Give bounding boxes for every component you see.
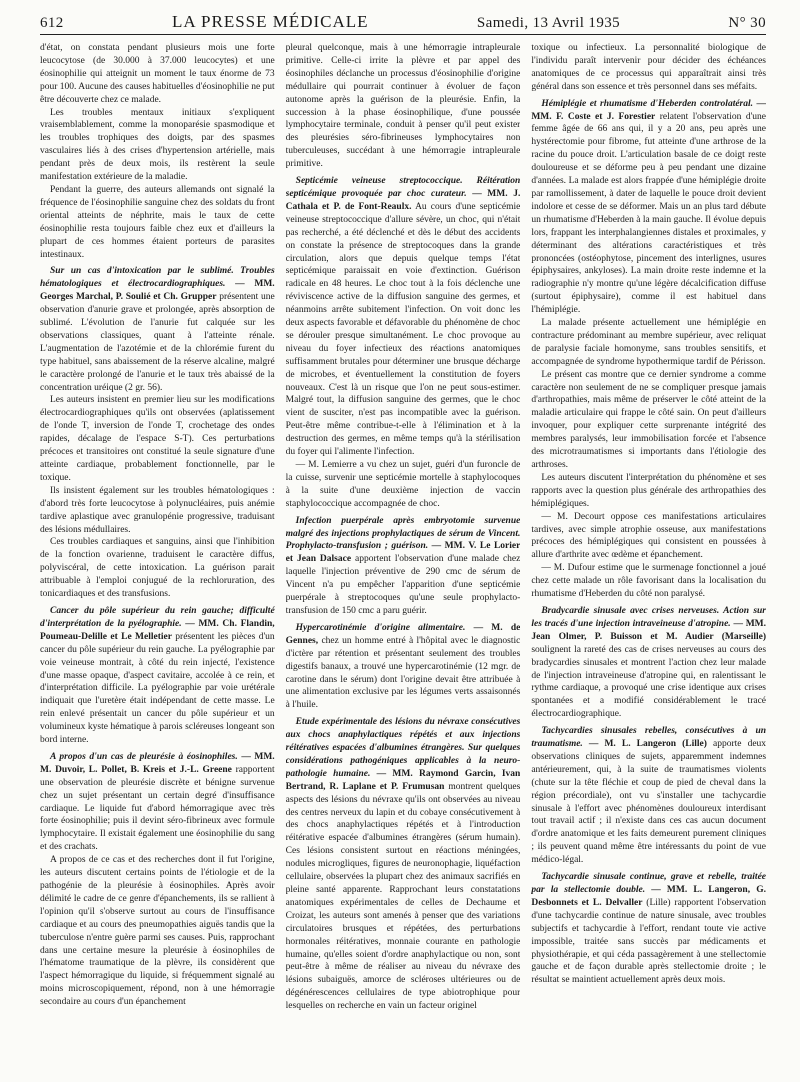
report-text: chez un homme entré à l'hôpital avec le diagnostic d'ictère par rétention et présentant seulement des troubles digestifs banaux, a trouvé une hypercarotinémie (12 mgr. de carotine dans le sérum) dont l'origine devait être attribuée à une alimentation exclusive par les légumes verts assaisonnés à l'huile. xyxy=(285,635,521,711)
report-text: rapportent une observation de pleurésie discrète et bénigne survenue chez un sujet présentant un certain degré d'insuffisance cardiaque. Le liquide fut d'abord hémorragique avec très forte éosinophilie; puis il devint séro-fibrineux avec formule lymphocytaire. Il existait également une éosinophilie du sang et des crachats. xyxy=(40,764,275,853)
article-columns xyxy=(40,42,766,1072)
report-entry xyxy=(531,725,766,867)
report-entry xyxy=(40,751,275,854)
report-authors: — MM. Georges Marchal, P. Soulié et Ch. Grupper xyxy=(40,279,275,303)
report-text: relatent l'observation d'une femme âgée de 66 ans qui, il y a 20 ans, peu après une hystérectomie pour fibrome, fut atteinte d'une arthrose de la racine du pouce droit. L'articulation basale de ce doigt reste douloureuse et se déforme peu à peu pendant une dizaine d'années. La malade est alors frappée d'une hémiplégie droite par ramollissement, à dater de laquelle le pouce droit devient indolore et cesse de se déformer. Mais un an plus tard débute un rhumatisme d'Heberden à la main gauche. Il évolue depuis lors, frappant les interphalangiennes distales et proximales, y déterminant des altérations caractéristiques et très prononcées (ostéophytose, pincement des interlignes, usures épiphysaires, ankyloses). La main droite reste indemne et la radiographie n'y montre qu'une légère décalcification diffuse (surtout épiphysaire), comme il est habituel dans l'hémiplégie. xyxy=(531,111,767,316)
report-text: apportent l'observation d'une malade chez laquelle l'injection préventive de 290 cmc de sérum de Vincent n'a pu empêcher l'apparition d'une septicémie puerpérale à streptocoques qu'une seule prophylacto-transfusion de 150 cmc a paru guérir. xyxy=(285,554,521,616)
report-text: apporte deux observations cliniques de sujets, apparemment indemnes antérieurement, qui, à la suite de traumatismes violents (chute sur la tête fléchie et coup de pied de cheval dans la région précordiale), ont vu s'installer une tachycardie sinusale à l'effort avec phénomènes douloureux interdisant tout travail actif ; il n'existe dans ces cas aucun document d'ordre anatomique et les faits demeurent purement cliniques ; ils peuvent quand même être intéressants du point de vue médico-légal. xyxy=(531,739,767,866)
report-authors: — M. L. Langeron (Lille) xyxy=(588,739,707,750)
paragraph: — M. Lemierre a vu chez un sujet, guéri d'un furoncle de la cuisse, survenir une septicémie mortelle à staphylocoques à la suite d'une deuxième injection de vaccin staphylococcique accompagnée de choc. xyxy=(285,460,521,509)
report-title: Etude expérimentale des lésions du névraxe consécutives aux chocs anaphylactiques répétés et aux injections réitératives espacées d'albumines étrangères. Sur quelques considérations pathogéniques applicables à la neuro-pathologie humaine. xyxy=(285,717,521,779)
report-authors: — MM. L. Langeron, G. Desbonnets et L. Delvaller xyxy=(531,885,767,908)
report-entry xyxy=(531,605,766,721)
issue-date: Samedi, 13 Avril 1935 xyxy=(476,15,621,31)
report-authors: — MM. Raymond Garcin, Ivan Bertrand, R. Laplane et P. Frumusan xyxy=(285,768,521,792)
paragraph: Les troubles mentaux initiaux s'expliquent vraisemblablement, comme la monoparésie spasmodique et les troubles trophiques des doigts, par des spasmes vasculaires liés à des crises d'hypertension artérielle, mais pendant près de deux mois, ils restèrent la seule manifestation extérieure de la maladie. xyxy=(40,107,275,183)
report-text: présentent les pièces d'un cancer du pôle supérieur du rein gauche. La pyélographie par voie veineuse montrait, à côté du rein injecté, l'existence d'une masse opaque, d'aspect cavitaire, accolée à ce rein, et d'interprétation difficile. La pyélographie par voie urétérale indiquait que l'uretère était indépendant de cette masse. Le rein enlevé présentait un cancer du pôle supérieur et un volumineux kyste hématique à parois scléreuses longeant son bord interne. xyxy=(40,631,275,746)
report-authors: — MM. Ch. Flandin, Poumeau-Delille et Le Melletier xyxy=(40,618,275,642)
paragraph: Le présent cas montre que ce dernier syndrome a comme caractère non seulement de ne se compliquer presque jamais d'arthropathies, mais même de préserver le côté atteint de la maladie articulaire qui frappe le côté sain. On peut d'ailleurs invoquer, pour expliquer cette surprenante intégrité des membres paralysés, leur immobilisation forcée et l'absence des microtraumatismes si importants dans l'étiologie des arthroses. xyxy=(531,369,767,470)
report-text: présentent une observation d'anurie grave et prolongée, après absorption de sublimé. L'évolution de l'anurie fut calquée sur les observations classiques, quant à l'atteinte rénale. L'augmentation de l'azotémie et de la chlorémie furent du type habituel, sans abaissement de la réserve alcaline, malgré le caractère prolongé de l'anurie et le taux très abaissé de la concentration uréique (2 gr. 56). xyxy=(40,292,275,393)
report-title: Hémiplégie et rhumatisme d'Heberden controlatéral. xyxy=(541,98,754,109)
column-middle xyxy=(286,42,521,1072)
paragraph: Pendant la guerre, des auteurs allemands ont signalé la fréquence de l'éosinophilie sanguine chez des soldats du front oriental atteints de néphrite, mais le taux de cette éosinophilie resta toujours faible chez eux et d'ailleurs la plupart de ces hommes étaient porteurs de parasites intestinaux. xyxy=(40,184,275,260)
paragraph: Ces troubles cardiaques et sanguins, ainsi que l'inhibition de la fonction ovarienne, traduisent le caractère diffus, polyviscéral, de cette intoxication. La guérison parait attribuable à l'emploi conjugué de la rechloruration, des tonicardiaques et des transfusions. xyxy=(40,537,275,600)
paragraph: A propos de ce cas et des recherches dont il fut l'origine, les auteurs discutent certains points de l'étiologie et de la pathogénie de la pleurésie à éosinophiles. Après avoir délimité le cadre de ce genre d'épanchements, ils se rallient à l'opinion qu'il s'observe surtout au cours de l'insuffisance cardiaque et au cours des pneumopathies aiguës tandis que la tuberculose n'entre guère parmi ses causes. Puis, rapprochant dans une certaine mesure la pleurésie à éosinophiles de l'hématome traumatique de la plèvre, ils considèrent que l'aspect hémorragique du liquide, si fréquemment signalé au moins microscopiquement, répond, non à une hémorragie secondaire au cours d'un épanchement xyxy=(40,855,275,1008)
report-entry xyxy=(286,622,521,712)
report-authors: — MM. M. Duvoir, L. Pollet, B. Kreis et J.-L. Greene xyxy=(40,751,275,775)
report-authors: — MM. F. Coste et J. Forestier xyxy=(531,98,767,122)
report-title: Tachycardie sinusale continue, grave et rebelle, traitée par la stellectomie double. xyxy=(531,872,767,895)
paragraph: pleural quelconque, mais à une hémorragie intrapleurale primitive. Celle-ci irrite la plèvre et par appel des éosinophiles déclanche un processus d'éosinophilie d'origine médullaire qui pourrait continuer à évoluer de façon autonome après la guérison de la pleurésie. Enfin, la succession à la phase éosinophilique, d'une poussée lymphocytaire terminale, conduit à penser qu'il peut exister des pleurésies séro-fibrineuses lymphocytaires non tuberculeuses, succédant à une hémorragie intrapleurale primitive. xyxy=(285,43,521,170)
paragraph: — M. Dufour estime que le surmenage fonctionnel a joué chez cette malade un rôle favorisant dans la localisation du rhumatisme d'Heberden du côté non paralysé. xyxy=(531,563,767,600)
paragraph: d'état, on constata pendant plusieurs mois une forte leucocytose (de 30.000 à 37.000 leucocytes) et une éosinophilie qui atteignit un moment le taux énorme de 73 pour 100. Aucune des causes habituelles d'éosinophilie ne put être découverte chez ce malade. xyxy=(40,43,275,105)
report-authors: — M. de Gennes, xyxy=(285,622,521,646)
report-entry xyxy=(531,871,766,987)
paragraph: Les auteurs discutent l'interprétation du phénomène et ses rapports avec la question plus générale des arthropathies des hémiplégiques. xyxy=(531,472,767,509)
report-text: (Lille) rapportent l'observation d'une tachycardie continue de nature sinusale, avec troubles subjectifs et tachycardie à l'effort, rendant toute vie active impossible, traitée sans succès par médicaments et physiothérapie, et qui céda passagèrement à une stellectomie gauche et de façon durable après stellectomie droite ; le résultat se maintient actuellement après deux mois. xyxy=(531,897,767,986)
report-entry xyxy=(286,175,521,459)
paragraph: toxique ou infectieux. La personnalité biologique de l'individu paraît intervenir pour décider des échéances anatomiques de ce processus qui apparaîtrait ainsi très général dans son essence et très personnel dans ses méfaits. xyxy=(531,43,767,92)
column-left xyxy=(40,42,275,1072)
report-entry xyxy=(40,605,275,747)
report-title: Sur un cas d'intoxication par le sublimé. Troubles hématologiques et électrocardiographiques. xyxy=(40,266,275,290)
report-authors: — MM. Jean Olmer, P. Buisson et M. Audier (Marseille) xyxy=(531,618,767,642)
report-text: Au cours d'une septicémie veineuse streptococcique d'allure sévère, un choc, qui n'était pas recherché, a été déclenché et dès le début des accidents on constate la présence de streptocoques dans la grande circulation, alors que depuis quelque temps l'état septicémique paraissait en voie d'extinction. Guérison radicale en 48 heures. Le choc tout à la fois déclenche une réviviscence active de la diffusion sanguine des germes, et néanmoins arrête subitement l'infection. On voit donc les deux aspects favorable et défavorable du phénomène de choc se dérouler presque simultanément. Le choc provoque au niveau du foyer infectieux des réactions anatomiques suffisamment brutales pour déterminer une brusque décharge de microbes, et éventuellement la constitution de foyers nouveaux. C'est là un risque que l'on ne peut sous-estimer. Malgré tout, la diffusion sanguine des germes, que le choc vient de susciter, n'est pas incompatible avec la guérison. Peut-être même contribue-t-elle à l'élimination et à la destruction des germes, en même temps qu'à la stérilisation du foyer qui l'alimente l'infection. xyxy=(285,201,521,458)
report-text: montrent quelques aspects des lésions du névraxe qu'ils ont observées au niveau des centres nerveux du lapin et du cobaye consécutivement à des chocs anaphylactiques répétés et à l'introduction réitérative espacée d'albumines étrangères (sérum humain). Ces lésions consistent surtout en réactions méningées, nodules microgliques, figures de neuronophagie, liquéfaction cellulaire, observées la plupart chez des animaux sacrifiés en pleine santé apparente. Rapprochant leurs constatations anatomiques expérimentales de celles de Dechaume et Croizat, les auteurs sont amenés à penser que des variations circulatoires brusques et répétées, des perturbations hormonales réitératives, monnaie courante en pathologie humaine, qu'elles soient d'ordre anaphylactique ou non, sont peut-être à même de réaliser au niveau du névraxe des lésions subaiguës, amorce de scléroses ultérieures ou de dégénérescences cellulaires de type abiotrophique pour lesquelles on recherche en vain un facteur originel xyxy=(285,781,521,1012)
report-title: Bradycardie sinusale avec crises nerveuses. Action sur les tracés d'une injection intraveineuse d'atropine. xyxy=(531,605,767,629)
column-right xyxy=(531,42,766,1072)
paragraph: — M. Decourt oppose ces manifestations articulaires tardives, avec simple atrophie osseuse, aux manifestations précoces des hémiplégiques qui consistent en poussées à allure d'arthrite avec œdème et épanchement. xyxy=(531,511,767,561)
report-text: soulignent la rareté des cas de crises nerveuses au cours des bradycardies sinusales et montrent l'action chez leur malade de l'injection intraveineuse d'atropine qui, en ralentissant le rythme cardiaque, a provoqué une crise identique aux crises spontanées et a modifié considérablement le tracé électrocardiographique. xyxy=(531,644,767,720)
paragraph: Les auteurs insistent en premier lieu sur les modifications électrocardiographiques qu'ils ont observées (aplatissement de l'onde T, inversion de l'onde T, crochetage des ondes rapides, décalage de l'espace S-T). Ces perturbations précoces et transitoires ont constitué la seule signature d'une atteinte cardiaque, probablement fonctionnelle, par le toxique. xyxy=(40,395,275,483)
report-title: Hypercarotinémie d'origine alimentaire. xyxy=(295,622,466,633)
report-entry xyxy=(531,98,766,317)
header-rule xyxy=(40,34,766,35)
report-entry xyxy=(40,265,275,394)
report-title: Septicémie veineuse streptococcique. Réitération septicémique provoquée par choc curateur. xyxy=(285,176,521,199)
page-number: 612 xyxy=(40,15,64,31)
journal-title: LA PRESSE MÉDICALE xyxy=(172,12,369,31)
report-title: A propos d'un cas de pleurésie à éosinophiles. xyxy=(50,751,238,762)
report-authors: — MM. V. Le Lorier et Jean Dalsace xyxy=(285,541,521,565)
paragraph: Ils insistent également sur les troubles hématologiques : d'abord très forte leucocytose à polynucléaires, puis anémie tardive aplastique avec granulopénie progressive, traduisant des lésions médullaires. xyxy=(40,485,275,535)
report-title: Infection puerpérale après embryotomie survenue malgré des injections prophylactiques de sérum de Vincent. Prophylacto-transfusion ; guérison. xyxy=(285,515,521,552)
report-title: Tachycardies sinusales rebelles, consécutives à un traumatisme. xyxy=(531,726,767,750)
report-entry xyxy=(286,515,521,618)
report-entry xyxy=(286,716,521,1013)
page-header xyxy=(40,12,766,34)
report-title: Cancer du pôle supérieur du rein gauche; difficulté d'interprétation de la pyélographie. xyxy=(40,605,275,629)
issue-number: N° 30 xyxy=(728,15,766,31)
report-authors: — MM. J. Cathala et P. de Font-Reaulx. xyxy=(285,188,521,212)
paragraph: La malade présente actuellement une hémiplégie en contracture prédominant au membre supérieur, avec reliquat de paralysie faciale homonyme, sans troubles sensitifs, et accompagnée de syndrome hypothermique tardif de Périsson. xyxy=(531,318,767,367)
